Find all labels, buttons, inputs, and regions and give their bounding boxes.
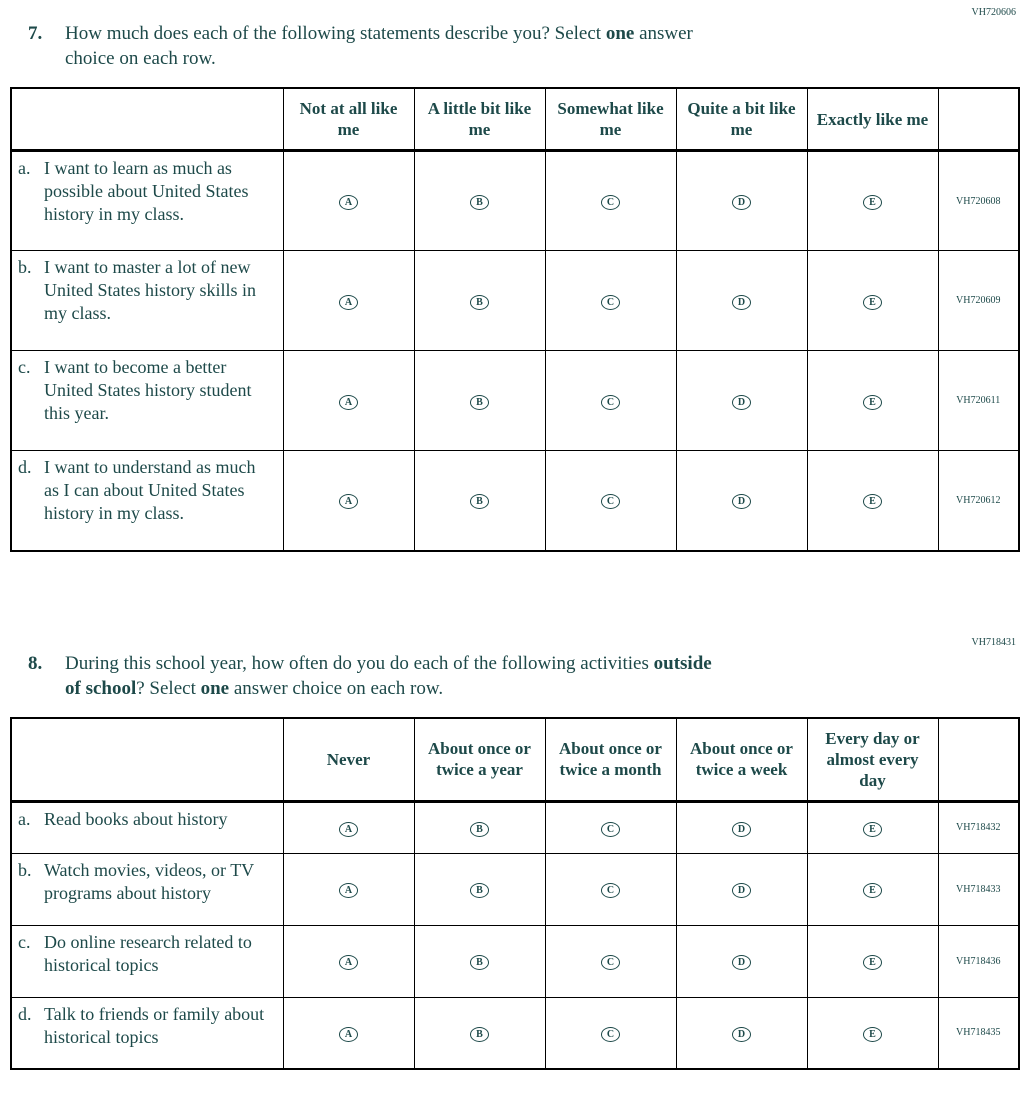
q7-corner-cell: [11, 88, 283, 151]
q7-row-c: [11, 351, 1019, 451]
q8-row-a-cell-d: [676, 801, 807, 853]
q8-row-b-cell-e: [807, 853, 938, 925]
q7-row-d-text: I want to understand as much as I can about United States history in my class.: [44, 457, 256, 523]
choice-bubble-b[interactable]: B: [470, 395, 489, 410]
q7-row-a-text: I want to learn as much as possible about United States history in my class.: [44, 158, 249, 224]
q8-row-b-cell-c: [545, 853, 676, 925]
q8-row-d-cell-e: [807, 997, 938, 1069]
q7-row-b-cell-e: [807, 251, 938, 351]
q8-prompt-part3: answer choice on each row.: [229, 677, 444, 699]
choice-bubble-c[interactable]: C: [601, 1027, 620, 1042]
q8-corner-cell: [11, 718, 283, 802]
choice-bubble-d[interactable]: D: [732, 195, 751, 210]
q7-response-table: [10, 87, 1020, 552]
q7-row-d-cell-a: [283, 451, 414, 551]
choice-bubble-e[interactable]: E: [863, 883, 882, 898]
q8-row-c: [11, 925, 1019, 997]
question-8: [28, 651, 1018, 701]
q8-row-a: [11, 801, 1019, 853]
q7-col-somewhat: Somewhat like me: [545, 88, 676, 151]
q7-row-a-cell-a: [283, 151, 414, 251]
q7-row-d-cell-b: [414, 451, 545, 551]
choice-bubble-d[interactable]: D: [732, 822, 751, 837]
choice-bubble-e[interactable]: E: [863, 822, 882, 837]
choice-bubble-a[interactable]: A: [339, 395, 358, 410]
q8-prompt-bold-of-school: of school: [65, 677, 137, 699]
choice-bubble-c[interactable]: C: [601, 822, 620, 837]
q8-row-d-cell-b: [414, 997, 545, 1069]
q8-col-once-twice-week: About once or twice a week: [676, 718, 807, 802]
q8-row-d-statement: [11, 997, 283, 1069]
q7-col-exactly: Exactly like me: [807, 88, 938, 151]
q7-row-b-cell-a: [283, 251, 414, 351]
choice-bubble-a[interactable]: A: [339, 955, 358, 970]
q7-prompt-line2: choice on each row.: [65, 48, 216, 69]
choice-bubble-c[interactable]: C: [601, 955, 620, 970]
q7-row-a-cell-b: [414, 151, 545, 251]
choice-bubble-e[interactable]: E: [863, 494, 882, 509]
q8-row-c-cell-b: [414, 925, 545, 997]
choice-bubble-a[interactable]: A: [339, 494, 358, 509]
q7-row-b-letter: b.: [18, 257, 32, 277]
q8-row-c-letter: c.: [18, 931, 31, 952]
choice-bubble-b[interactable]: B: [470, 822, 489, 837]
q8-row-c-text: Do online research related to historical topics: [44, 931, 252, 975]
q8-row-b-statement: [11, 853, 283, 925]
choice-bubble-d[interactable]: D: [732, 494, 751, 509]
q7-col-quite-a-bit: Quite a bit like me: [676, 88, 807, 151]
q8-row-d-code: VH718435: [938, 997, 1019, 1069]
q7-row-d-cell-d: [676, 451, 807, 551]
q8-col-once-twice-month: About once or twice a month: [545, 718, 676, 802]
choice-bubble-e[interactable]: E: [863, 395, 882, 410]
q8-prompt-bold-one: one: [200, 677, 230, 699]
q8-col-every-day: Every day or almost every day: [807, 718, 938, 802]
q7-row-c-cell-a: [283, 351, 414, 451]
question-7: [28, 21, 1018, 71]
q7-row-c-cell-d: [676, 351, 807, 451]
choice-bubble-b[interactable]: B: [470, 494, 489, 509]
q8-code-col-header: [938, 718, 1019, 802]
q8-row-c-cell-e: [807, 925, 938, 997]
q7-row-d-cell-e: [807, 451, 938, 551]
q8-row-d-letter: d.: [18, 1003, 32, 1024]
question-7-prompt: [65, 21, 693, 71]
q7-prompt-bold-one: one: [605, 23, 635, 44]
choice-bubble-b[interactable]: B: [470, 195, 489, 210]
q7-row-c-statement: [11, 351, 283, 451]
q7-row-a-cell-d: [676, 151, 807, 251]
q7-row-b-cell-b: [414, 251, 545, 351]
choice-bubble-e[interactable]: E: [863, 955, 882, 970]
q8-row-c-cell-c: [545, 925, 676, 997]
q7-row-b-text: I want to master a lot of new United States history skills in my class.: [44, 257, 257, 323]
q8-row-a-cell-b: [414, 801, 545, 853]
choice-bubble-c[interactable]: C: [601, 494, 620, 509]
q7-row-d: [11, 451, 1019, 551]
choice-bubble-d[interactable]: D: [732, 295, 751, 310]
q8-row-b-text: Watch movies, videos, or TV programs about history: [44, 859, 254, 903]
q8-row-d-cell-a: [283, 997, 414, 1069]
q7-row-c-code: VH720611: [938, 351, 1019, 451]
q8-row-b-code: VH718433: [938, 853, 1019, 925]
q8-row-c-cell-d: [676, 925, 807, 997]
q8-row-d: [11, 997, 1019, 1069]
q7-row-a-code: VH720608: [938, 151, 1019, 251]
choice-bubble-b[interactable]: B: [470, 1027, 489, 1042]
q8-row-c-code: VH718436: [938, 925, 1019, 997]
q8-col-never: Never: [283, 718, 414, 802]
q8-prompt-bold-outside: outside: [653, 652, 712, 674]
q8-row-b-letter: b.: [18, 859, 32, 880]
q7-row-d-letter: d.: [18, 457, 32, 477]
choice-bubble-c[interactable]: C: [601, 295, 620, 310]
q8-row-a-text: Read books about history: [44, 808, 228, 829]
q7-row-c-text: I want to become a better United States history student this year.: [44, 357, 252, 423]
q7-col-a-little-bit: A little bit like me: [414, 88, 545, 151]
q7-row-c-cell-b: [414, 351, 545, 451]
q8-row-a-cell-e: [807, 801, 938, 853]
q7-row-c-cell-c: [545, 351, 676, 451]
q8-row-c-statement: [11, 925, 283, 997]
q7-row-c-cell-e: [807, 351, 938, 451]
q7-row-d-cell-c: [545, 451, 676, 551]
q8-section-code: VH718431: [971, 636, 1016, 648]
q8-row-d-cell-d: [676, 997, 807, 1069]
choice-bubble-e[interactable]: E: [863, 295, 882, 310]
choice-bubble-a[interactable]: A: [339, 295, 358, 310]
choice-bubble-d[interactable]: D: [732, 395, 751, 410]
q7-row-a: [11, 151, 1019, 251]
q8-row-a-code: VH718432: [938, 801, 1019, 853]
choice-bubble-a[interactable]: A: [339, 195, 358, 210]
q8-row-b-cell-d: [676, 853, 807, 925]
q7-row-c-letter: c.: [18, 357, 31, 377]
q7-code-col-header: [938, 88, 1019, 151]
q7-row-b-cell-c: [545, 251, 676, 351]
q8-col-once-twice-year: About once or twice a year: [414, 718, 545, 802]
q7-prompt-part1: How much does each of the following statements describe you? Select: [65, 23, 606, 44]
question-8-prompt: [65, 651, 712, 701]
q8-row-a-letter: a.: [18, 808, 31, 829]
q7-row-a-cell-c: [545, 151, 676, 251]
choice-bubble-b[interactable]: B: [470, 955, 489, 970]
choice-bubble-e[interactable]: E: [863, 1027, 882, 1042]
choice-bubble-c[interactable]: C: [601, 883, 620, 898]
q7-row-d-code: VH720612: [938, 451, 1019, 551]
q7-row-b-statement: [11, 251, 283, 351]
question-8-number: 8.: [28, 652, 43, 674]
q7-row-d-statement: [11, 451, 283, 551]
q8-response-table: [10, 717, 1020, 1071]
q8-row-b-cell-a: [283, 853, 414, 925]
q7-col-not-at-all: Not at all like me: [283, 88, 414, 151]
q8-row-b: [11, 853, 1019, 925]
q7-row-a-statement: [11, 151, 283, 251]
q8-row-a-statement: [11, 801, 283, 853]
q8-prompt-part1: During this school year, how often do you do each of the following activities: [65, 652, 654, 674]
choice-bubble-c[interactable]: C: [601, 195, 620, 210]
choice-bubble-d[interactable]: D: [732, 955, 751, 970]
q7-prompt-part2: answer: [634, 23, 693, 44]
q8-header-row: [11, 718, 1019, 802]
choice-bubble-a[interactable]: A: [339, 822, 358, 837]
q7-row-b: [11, 251, 1019, 351]
q7-section-code: VH720606: [971, 7, 1016, 18]
q8-row-d-cell-c: [545, 997, 676, 1069]
choice-bubble-d[interactable]: D: [732, 883, 751, 898]
choice-bubble-a[interactable]: A: [339, 1027, 358, 1042]
q8-row-c-cell-a: [283, 925, 414, 997]
q7-row-a-cell-e: [807, 151, 938, 251]
q8-row-d-text: Talk to friends or family about historical topics: [44, 1003, 265, 1047]
choice-bubble-e[interactable]: E: [863, 195, 882, 210]
question-7-number: 7.: [28, 23, 43, 44]
q7-header-row: [11, 88, 1019, 151]
q8-prompt-part2: ? Select: [136, 677, 201, 699]
choice-bubble-d[interactable]: D: [732, 1027, 751, 1042]
choice-bubble-b[interactable]: B: [470, 295, 489, 310]
q7-row-b-cell-d: [676, 251, 807, 351]
choice-bubble-b[interactable]: B: [470, 883, 489, 898]
choice-bubble-a[interactable]: A: [339, 883, 358, 898]
q8-row-b-cell-b: [414, 853, 545, 925]
q7-row-b-code: VH720609: [938, 251, 1019, 351]
choice-bubble-c[interactable]: C: [601, 395, 620, 410]
q8-row-a-cell-a: [283, 801, 414, 853]
q8-row-a-cell-c: [545, 801, 676, 853]
q7-row-a-letter: a.: [18, 158, 31, 178]
